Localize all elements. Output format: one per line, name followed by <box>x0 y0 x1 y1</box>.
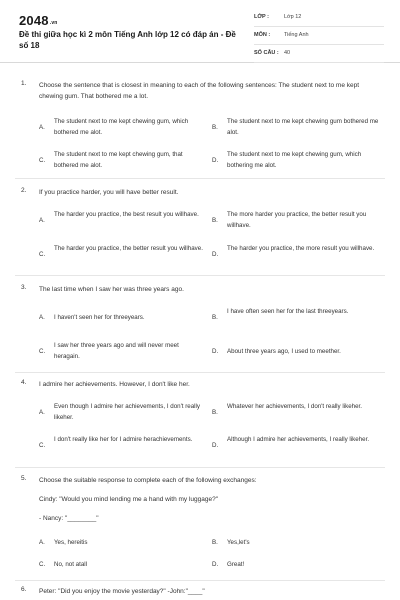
option-letter: D. <box>212 348 219 355</box>
option-d[interactable] <box>212 434 387 458</box>
option-b[interactable] <box>212 209 387 233</box>
option-text: The more harder you practice, the better result you willhave. <box>227 211 367 229</box>
option-letter: B. <box>212 539 218 546</box>
question-dialogue-line: - Nancy: "________" <box>39 515 99 522</box>
site-logo[interactable] <box>19 13 58 28</box>
option-text: The student next to me kept chewing gum bothered me alot. <box>227 118 379 136</box>
question-divider <box>15 178 385 179</box>
meta-label: MÔN : <box>254 32 271 38</box>
option-text: Yes, hereitis <box>54 539 88 546</box>
option-letter: D. <box>212 157 219 164</box>
question-dialogue-line: Cindy: "Would you mind lending me a hand with my luggage?" <box>39 496 219 503</box>
meta-row-class <box>254 12 384 27</box>
option-letter: A. <box>39 314 45 321</box>
question-text: If you practice harder, you will have better result. <box>39 189 179 196</box>
option-d[interactable] <box>212 559 387 571</box>
option-text: Great! <box>227 561 245 568</box>
option-text: I have often seen her for the last threeyears. <box>227 308 349 315</box>
option-letter: C. <box>39 561 46 568</box>
option-text: Whatever her achievements, I don't really likeher. <box>227 403 362 410</box>
option-d[interactable] <box>212 243 387 267</box>
option-b[interactable] <box>212 401 387 425</box>
option-b[interactable] <box>212 306 387 330</box>
meta-label: SỐ CÂU : <box>254 50 279 56</box>
question-number: 5. <box>21 475 27 482</box>
option-a[interactable] <box>39 312 209 324</box>
option-c[interactable] <box>39 149 209 173</box>
question-divider <box>15 467 385 468</box>
option-text: No, not atall <box>54 561 88 568</box>
logo-text: 2048 <box>19 13 49 28</box>
option-d[interactable] <box>212 149 387 173</box>
question-divider <box>15 580 385 581</box>
option-text: About three years ago, I used to meether. <box>227 348 341 355</box>
option-c[interactable] <box>39 243 209 267</box>
option-text: The harder you practice, the better result you willhave. <box>54 245 203 252</box>
question-divider <box>15 275 385 276</box>
option-text: I don't really like her for I admire herachievements. <box>54 436 193 443</box>
option-b[interactable] <box>212 537 387 549</box>
option-text: Yes,let's <box>227 539 250 546</box>
option-text: The harder you practice, the more result you willhave. <box>227 245 375 252</box>
option-text: I saw her three years ago and will never meet heragain. <box>54 342 179 360</box>
option-letter: A. <box>39 409 45 416</box>
question-divider <box>15 372 385 373</box>
option-c[interactable] <box>39 434 209 458</box>
exam-title: Đề thi giữa học kì 2 môn Tiếng Anh lớp 12 có đáp án - Đề số 18 <box>19 30 236 50</box>
option-a[interactable] <box>39 116 209 140</box>
option-letter: C. <box>39 157 46 164</box>
question-text: Choose the sentence that is closest in meaning to each of the following sentences: The student next to me kept chewing gum. That bothered me a lot. <box>39 82 360 100</box>
option-letter: C. <box>39 251 46 258</box>
option-a[interactable] <box>39 537 209 549</box>
option-letter: D. <box>212 561 219 568</box>
meta-label: LỚP : <box>254 14 269 20</box>
meta-row-subject <box>254 30 384 45</box>
option-letter: C. <box>39 442 46 449</box>
meta-value: Tiếng Anh <box>284 32 309 38</box>
option-text: The student next to me kept chewing gum, which bothering me alot. <box>227 151 362 169</box>
option-letter: C. <box>39 348 46 355</box>
meta-row-count <box>254 48 384 63</box>
option-letter: B. <box>212 124 218 131</box>
option-text: The student next to me kept chewing gum, which bothered me alot. <box>54 118 189 136</box>
option-letter: A. <box>39 217 45 224</box>
question-number: 6. <box>21 586 27 593</box>
option-a[interactable] <box>39 209 209 233</box>
option-text: The harder you practice, the best result you willhave. <box>54 211 199 218</box>
option-text: The student next to me kept chewing gum, that bothered me alot. <box>54 151 183 169</box>
question-text: Choose the suitable response to complete each of the following exchanges: <box>39 477 257 484</box>
question-text: I admire her achievements. However, I don't like her. <box>39 381 190 388</box>
logo-tld: .vn <box>49 20 58 26</box>
option-letter: B. <box>212 217 218 224</box>
option-letter: B. <box>212 409 218 416</box>
option-c[interactable] <box>39 559 209 571</box>
question-number: 1. <box>21 80 27 87</box>
page-header <box>0 0 400 63</box>
option-letter: D. <box>212 442 219 449</box>
question-number: 4. <box>21 379 27 386</box>
option-c[interactable] <box>39 340 209 364</box>
question-number: 3. <box>21 284 27 291</box>
meta-value: Lớp 12 <box>284 14 302 20</box>
option-letter: B. <box>212 314 218 321</box>
option-letter: A. <box>39 539 45 546</box>
option-a[interactable] <box>39 401 209 425</box>
option-text: I haven't seen her for threeyears. <box>54 314 145 321</box>
meta-value: 40 <box>284 50 291 56</box>
exam-meta <box>254 12 384 66</box>
option-letter: A. <box>39 124 45 131</box>
option-b[interactable] <box>212 116 387 140</box>
option-d[interactable] <box>212 346 387 358</box>
question-text: Peter: "Did you enjoy the movie yesterday?" -John:"____" <box>39 588 205 595</box>
option-letter: D. <box>212 251 219 258</box>
question-number: 2. <box>21 187 27 194</box>
option-text: Even though I admire her achievements, I don't really likeher. <box>54 403 200 421</box>
question-text: The last time when I saw her was three years ago. <box>39 286 184 293</box>
option-text: Although I admire her achievements, I really likeher. <box>227 436 370 443</box>
